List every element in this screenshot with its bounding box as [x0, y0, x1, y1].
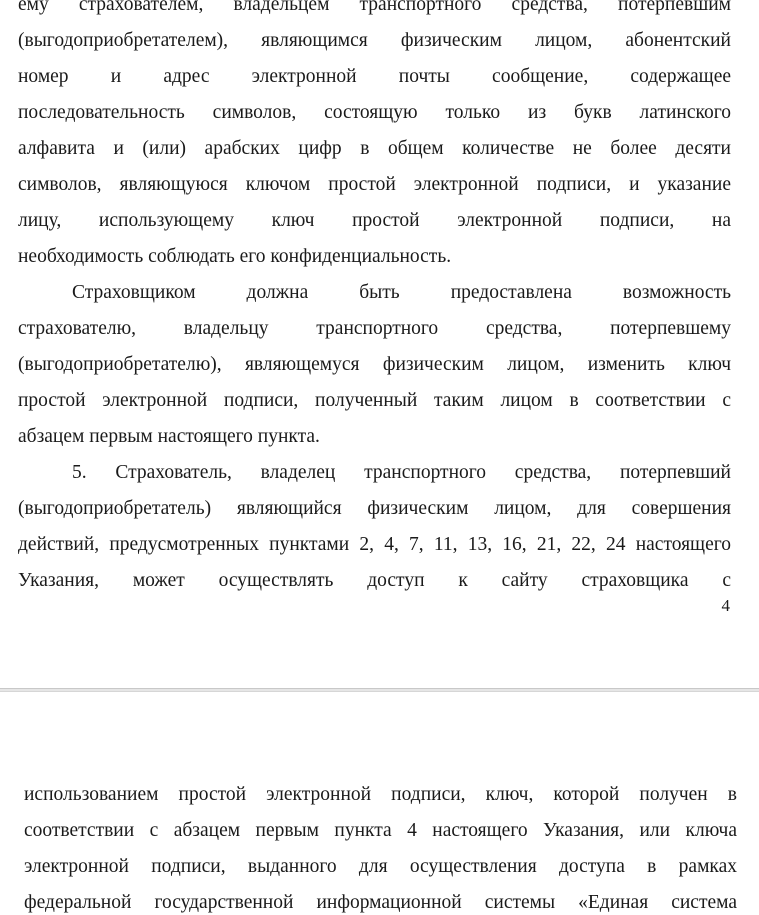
paragraph-first-line: 5. Страхователь, владелец транспортного средства, потерпевший [72, 462, 731, 483]
text-line: федеральной государственной информационной системы «Единая система [24, 892, 737, 913]
text-line: Указания, может осуществлять доступ к сайту страховщика с [18, 570, 731, 591]
page-number: 4 [721, 596, 730, 615]
text-line: символов, являющуюся ключом простой электронной подписи, и указание [18, 174, 731, 195]
text-line: страхователю, владельцу транспортного средства, потерпевшему [18, 318, 731, 339]
text-line: (выгодоприобретателем), являющимся физическим лицом, абонентский [18, 30, 731, 51]
text-line: ему страхователем, владельцем транспортного средства, потерпевшим [18, 0, 731, 15]
text-line: абзацем первым настоящего пункта. [18, 426, 320, 447]
page-5-body-text [24, 777, 737, 915]
text-line: последовательность символов, состоящую только из букв латинского [18, 102, 731, 123]
text-line: электронной подписи, выданного для осуществления доступа в рамках [24, 856, 737, 877]
document-page-5 [0, 692, 759, 915]
text-line: лицу, использующему ключ простой электронной подписи, на [18, 210, 731, 231]
text-line: использованием простой электронной подписи, ключ, которой получен в [24, 784, 737, 805]
text-line: алфавита и (или) арабских цифр в общем количестве не более десяти [18, 138, 731, 159]
text-line: действий, предусмотренных пунктами 2, 4, 7, 11, 13, 16, 21, 22, 24 настоящего [18, 534, 731, 555]
text-line: номер и адрес электронной почты сообщение, содержащее [18, 66, 731, 87]
text-line: простой электронной подписи, полученный таким лицом в соответствии с [18, 390, 731, 411]
text-line: соответствии с абзацем первым пункта 4 настоящего Указания, или ключа [24, 820, 737, 841]
text-line: (выгодоприобретатель) являющийся физическим лицом, для совершения [18, 498, 731, 519]
paragraph-first-line: Страховщиком должна быть предоставлена возможность [72, 282, 731, 303]
page-4-body-text [18, 0, 731, 599]
text-line: (выгодоприобретателю), являющемуся физическим лицом, изменить ключ [18, 354, 731, 375]
text-line: необходимость соблюдать его конфиденциальность. [18, 246, 452, 267]
